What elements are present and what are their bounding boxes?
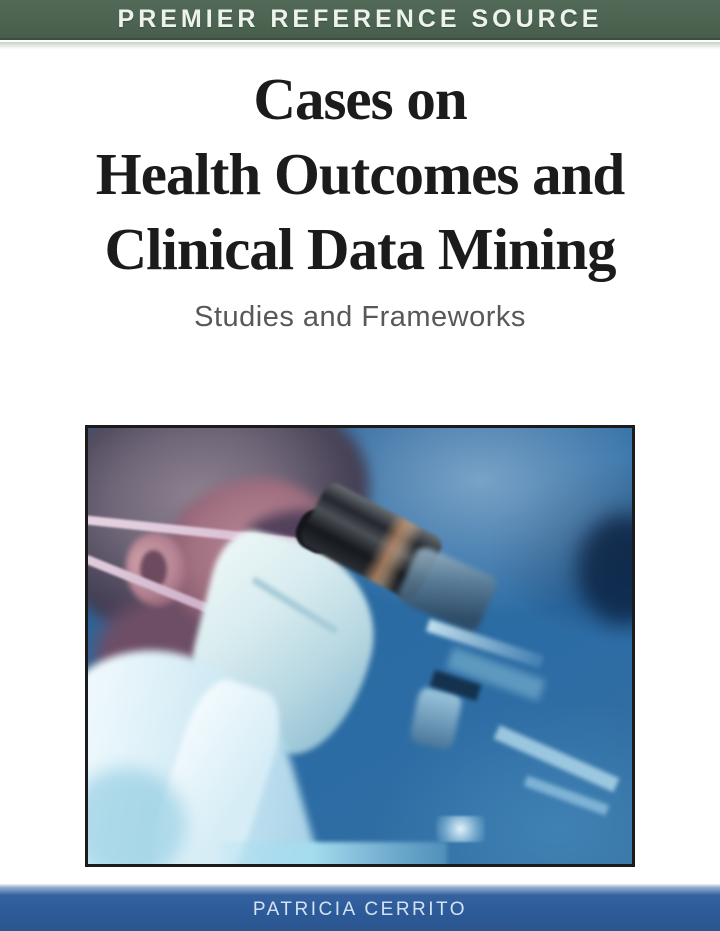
book-title: [0, 62, 720, 287]
photo-bottom-glow: [219, 842, 447, 867]
author-bar: [0, 884, 720, 931]
book-subtitle: Studies and Frameworks: [194, 301, 526, 333]
title-line-1: Cases on: [253, 66, 467, 132]
title-line-3: Clinical Data Mining: [104, 216, 616, 282]
photo-light-spark: [436, 816, 485, 842]
premier-reference-banner: [0, 0, 720, 40]
title-line-2: Health Outcomes and: [95, 141, 625, 207]
cover-photo: [85, 425, 635, 867]
banner-fade-divider: [0, 42, 720, 50]
banner-label: PREMIER REFERENCE SOURCE: [117, 4, 603, 33]
author-name: PATRICIA CERRITO: [252, 899, 468, 920]
